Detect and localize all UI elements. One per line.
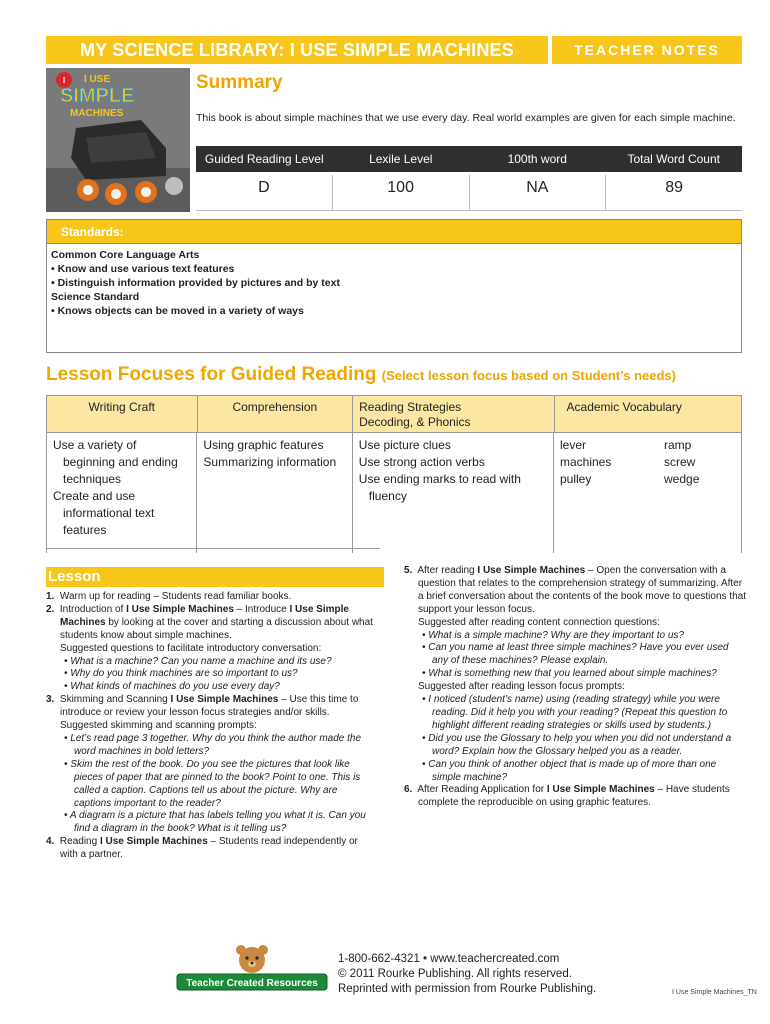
header-writing-craft: Writing Craft bbox=[88, 400, 156, 414]
vocabulary-word: wedge bbox=[664, 472, 700, 486]
strategy-item: Use strong action verbs bbox=[358, 455, 485, 469]
book-cover-image bbox=[46, 68, 190, 212]
standards-line: • Knows objects can be moved in a variety of ways bbox=[51, 305, 304, 317]
question-item: • Skim the rest of the book. Do you see the pictures that look like pieces of paper that are pinned to the book? Point to one. This is called a caption. Captions tell us about the picture. Why are captions important to the reader? bbox=[64, 758, 361, 809]
footer-reprint: Reprinted with permission from Rourke Publishing. bbox=[338, 983, 597, 995]
footer-contact bbox=[338, 952, 596, 997]
lesson-focuses-body-row bbox=[46, 433, 742, 553]
question-item: • A diagram is a picture that has labels telling you what it is. Can you find a diagram in the book? What is it telling us? bbox=[64, 810, 366, 835]
question-item: • Can you name at least three simple machines? Have you ever used any of these machines? Please explain. bbox=[422, 642, 729, 667]
cover-line2: SIMPLE bbox=[60, 85, 135, 107]
lesson-step-3-prompt: Suggested skimming and scanning prompts: bbox=[60, 720, 257, 732]
question-item: • Why do you think machines are so important to us? bbox=[64, 668, 298, 680]
lesson-focuses-subtitle: (Select lesson focus based on Student’s needs) bbox=[381, 368, 676, 383]
header-guided-reading-level: Guided Reading Level bbox=[204, 152, 324, 166]
vocabulary-word: pulley bbox=[560, 472, 592, 486]
standards-box bbox=[46, 219, 742, 353]
vocabulary-word: machines bbox=[560, 455, 612, 469]
value-total-word-count: 89 bbox=[605, 175, 742, 210]
question-item: • Did you use the Glossary to help you when you did not understand a word? Explain how the Glossary helped you as a reader. bbox=[422, 732, 732, 757]
standards-line: • Distinguish information provided by pictures and by text bbox=[51, 277, 340, 289]
strategy-item: Use ending marks to read with fluency bbox=[358, 472, 521, 503]
lesson-step-2-prompt: Suggested questions to facilitate introductory conversation: bbox=[60, 642, 322, 654]
document-title: MY SCIENCE LIBRARY: I USE SIMPLE MACHINES bbox=[46, 36, 548, 64]
summary-text: This book is about simple machines that we use every day. Real world examples are given for each simple machine. bbox=[196, 112, 736, 124]
levels-table-values bbox=[196, 175, 742, 211]
lesson-step-5: 5. After reading I Use Simple Machines – Open the conversation with a question that relates to the comprehension strategy of summarizing. After a brief conversation about the contents of the book move to questions that support your lesson focus. bbox=[404, 565, 746, 615]
standards-line: • Know and use various text features bbox=[51, 263, 235, 275]
standards-heading: Standards: bbox=[47, 220, 741, 244]
reading-strategies-cell bbox=[352, 433, 553, 553]
academic-vocabulary-cell bbox=[553, 433, 741, 553]
writing-craft-item: Use a variety of beginning and ending techniques bbox=[53, 438, 178, 486]
lesson-heading: Lesson bbox=[46, 567, 384, 587]
question-item: • What is a simple machine? Why are they important to us? bbox=[422, 629, 684, 641]
lesson-focuses-header-row bbox=[46, 395, 742, 433]
lesson-step-3: 3. Skimming and Scanning I Use Simple Machines – Use this time to introduce or review your lesson focus strategies and/or skills. bbox=[46, 694, 359, 719]
header-academic-vocabulary: Academic Vocabulary bbox=[554, 396, 741, 432]
standards-line: Common Core Language Arts bbox=[51, 249, 200, 261]
value-guided-reading-level: D bbox=[258, 179, 270, 196]
header-total-word-count: Total Word Count bbox=[627, 152, 720, 166]
value-lexile-level: 100 bbox=[332, 175, 469, 210]
cover-line3: MACHINES bbox=[70, 108, 124, 119]
standards-list bbox=[47, 244, 741, 322]
question-item: • Let’s read page 3 together. Why do you think the author made the word machines in bold letters? bbox=[64, 732, 362, 757]
vocabulary-word: ramp bbox=[664, 438, 692, 452]
teacher-created-resources-logo bbox=[176, 944, 328, 996]
writing-craft-item: Create and use informational text features bbox=[53, 489, 155, 537]
header-100th-word: 100th word bbox=[507, 152, 567, 166]
book-cover-illustration bbox=[46, 68, 190, 212]
question-item: • What kinds of machines do you use every day? bbox=[64, 681, 280, 693]
lesson-step-5-focus-prompt: Suggested after reading lesson focus prompts: bbox=[418, 681, 625, 693]
lesson-focuses-title: Lesson Focuses for Guided Reading bbox=[46, 364, 377, 385]
question-item: • Can you think of another object that is made up of more than one simple machine? bbox=[422, 758, 717, 783]
logo-text: Teacher Created Resources bbox=[186, 978, 318, 989]
header-reading-strategies-line1: Reading Strategies bbox=[359, 400, 462, 414]
lesson-step-6: 6. After Reading Application for I Use Simple Machines – Have students complete the reproducible on using graphic features. bbox=[404, 784, 730, 809]
header-lexile-level: Lexile Level bbox=[369, 152, 433, 166]
cover-line1: I USE bbox=[84, 74, 111, 85]
summary-heading: Summary bbox=[196, 72, 283, 93]
question-item: • What is something new that you learned about simple machines? bbox=[422, 668, 717, 680]
svg-text:I: I bbox=[62, 76, 66, 85]
lesson-focuses-heading bbox=[46, 364, 676, 386]
question-item: • I noticed (student’s name) using (reading strategy) while you were reading. Did it help you with your reading? (Repeat this question to highlight different reading strategies or skills used by students.) bbox=[422, 694, 728, 731]
standards-line: Science Standard bbox=[51, 291, 140, 303]
lesson-step-1: 1. Warm up for reading – Students read familiar books. bbox=[46, 591, 292, 602]
lesson-step-4: 4. Reading I Use Simple Machines – Students read independently or with a partner. bbox=[46, 836, 358, 861]
footer-phone: 1-800-662-4321 • www.teachercreated.com bbox=[338, 953, 560, 965]
comprehension-item: Using graphic features bbox=[203, 438, 324, 452]
lesson-step-2: 2. Introduction of I Use Simple Machines – Introduce I Use Simple Machines by looking at the cover and starting a discussion about what students know about simple machines. bbox=[46, 603, 373, 641]
strategy-item: Use picture clues bbox=[358, 438, 451, 452]
levels-table-header bbox=[196, 146, 742, 172]
vocabulary-word: screw bbox=[664, 455, 696, 469]
vocabulary-word: lever bbox=[560, 438, 587, 452]
header-comprehension: Comprehension bbox=[197, 396, 353, 432]
lesson-steps-right bbox=[404, 565, 746, 810]
lesson-step-5-prompt: Suggested after reading content connection questions: bbox=[418, 616, 660, 628]
header-reading-strategies-line2: Decoding, & Phonics bbox=[359, 415, 471, 429]
vocabulary-grid bbox=[560, 437, 735, 488]
value-100th-word: NA bbox=[469, 175, 606, 210]
teacher-notes-label: TEACHER NOTES bbox=[552, 36, 742, 64]
header-reading-strategies bbox=[352, 396, 553, 432]
divider bbox=[46, 548, 380, 549]
footer-copyright: © 2011 Rourke Publishing. All rights reserved. bbox=[338, 968, 572, 980]
comprehension-item: Summarizing information bbox=[203, 455, 337, 469]
comprehension-cell bbox=[196, 433, 351, 553]
lesson-focuses-table bbox=[46, 395, 742, 553]
lesson-steps-left bbox=[46, 591, 376, 862]
writing-craft-cell bbox=[47, 433, 196, 553]
question-item: • What is a machine? Can you name a machine and its use? bbox=[64, 655, 332, 667]
footer-document-id: I Use Simple Machines_TN bbox=[672, 989, 757, 996]
